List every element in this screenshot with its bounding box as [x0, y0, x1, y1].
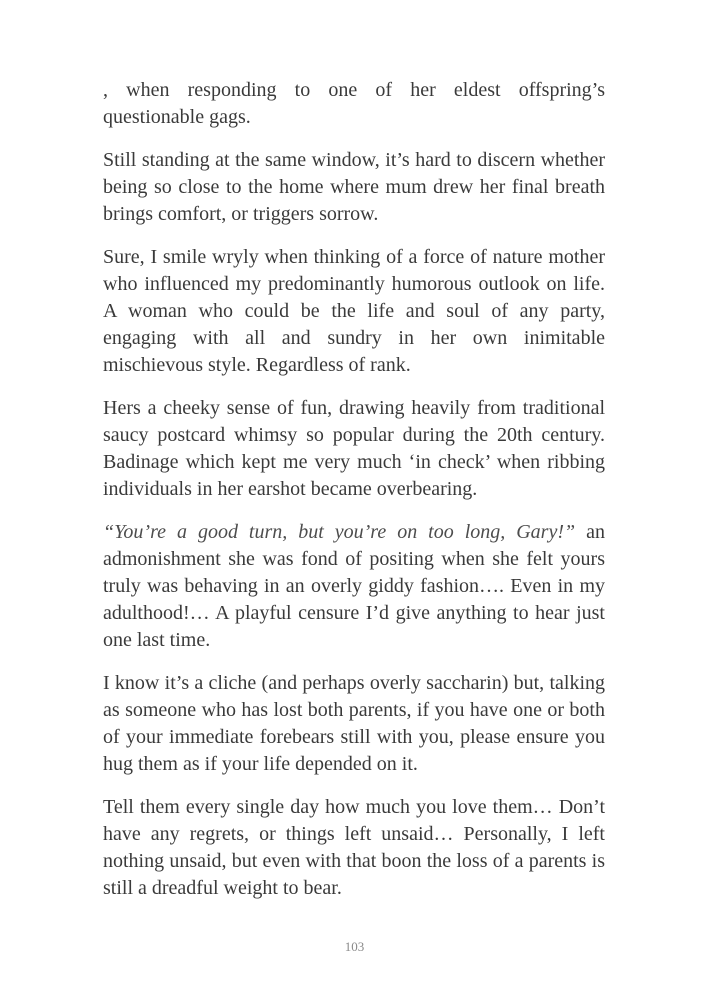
text-block — [103, 77, 605, 902]
text-run: Hers a cheeky sense of fun, drawing heavily from traditional saucy postcard whimsy so popular during the 20th century. Badinage which kept me very much ‘in check’ when ribbing individuals in her earshot became overbearing. — [103, 397, 605, 500]
page-number: 103 — [344, 939, 365, 954]
paragraph — [103, 244, 605, 379]
text-run: Sure, I smile wryly when thinking of a force of nature mother who influenced my predominantly humorous outlook on life. A woman who could be the life and soul of any party, engaging with all and sundry in her own inimitable mischievous style. Regardless of rank. — [103, 246, 605, 376]
paragraph — [103, 147, 605, 228]
text-run: an admonishment she was fond of positing when she felt yours truly was behaving in an overly giddy fashion…. Even in my adulthood!… A playful censure I’d give anything to hear just one last time. — [103, 521, 605, 651]
paragraph — [103, 395, 605, 503]
text-run: Still standing at the same window, it’s hard to discern whether being so close to the home where mum drew her final breath brings comfort, or triggers sorrow. — [103, 149, 605, 225]
paragraph — [103, 670, 605, 778]
text-run: Tell them every single day how much you love them… Don’t have any regrets, or things left unsaid… Personally, I left nothing unsaid, but even with that boon the loss of a parents is still a dreadful weight to bear. — [103, 796, 605, 899]
text-run: I know it’s a cliche (and perhaps overly saccharin) but, talking as someone who has lost both parents, if you have one or both of your immediate forebears still with you, please ensure you hug them as if your life depended on it. — [103, 672, 605, 775]
page-footer — [0, 938, 709, 956]
paragraph — [103, 794, 605, 902]
paragraph — [103, 77, 605, 131]
paragraph — [103, 519, 605, 654]
quote-text-run: “You’re a good turn, but you’re on too long, Gary!” — [103, 521, 576, 543]
text-run: , when responding to one of her eldest offspring’s questionable gags. — [103, 79, 605, 128]
